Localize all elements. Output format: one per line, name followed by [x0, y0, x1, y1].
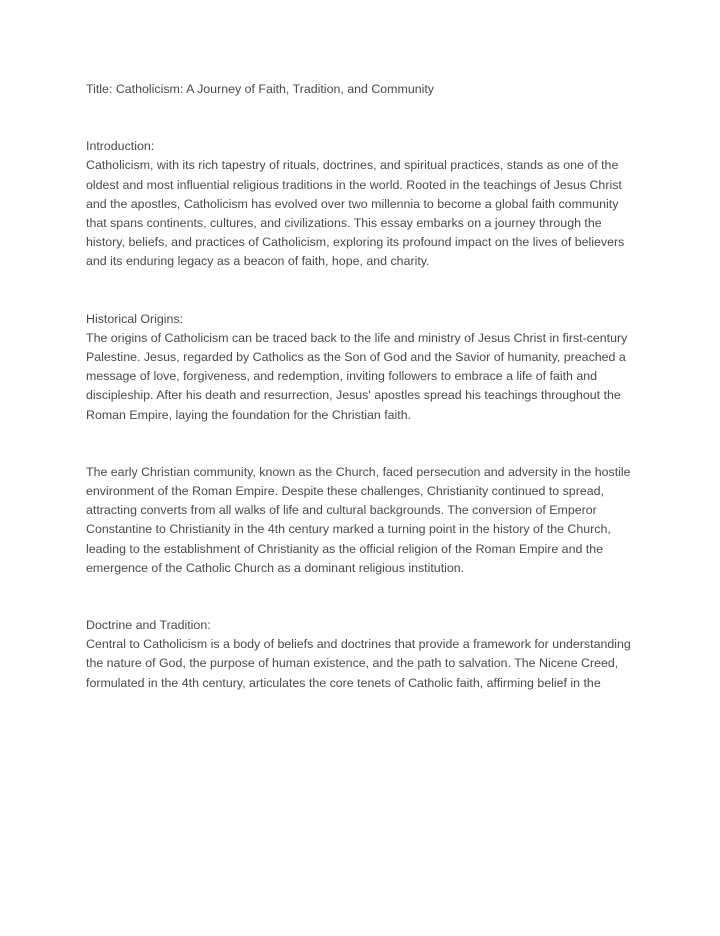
paragraph-introduction: Catholicism, with its rich tapestry of rituals, doctrines, and spiritual practices, stands as one of the oldest and most influential religious traditions in the world. Rooted in the teachings of Jesus Christ and the apostles, Catholicism has evolved over two millennia to become a global faith community that spans continents, cultures, and civilizations. This essay embarks on a journey through the history, beliefs, and practices of Catholicism, exploring its profound impact on the lives of believers and its enduring legacy as a beacon of faith, hope, and charity.: [86, 158, 625, 269]
section-heading-doctrine-tradition: Doctrine and Tradition:: [86, 618, 211, 633]
paragraph-spacer: [86, 425, 636, 463]
section-heading-introduction: Introduction:: [86, 139, 155, 154]
section-spacer: [86, 272, 636, 310]
paragraph-historical-origins-1: The origins of Catholicism can be traced back to the life and ministry of Jesus Christ in first-century Palestine. Jesus, regarded by Catholics as the Son of God and the Savior of humanity, preached a message of love, forgiveness, and redemption, inviting followers to embrace a life of faith and discipleship. After his death and resurrection, Jesus' apostles spread his teachings throughout the Roman Empire, laying the foundation for the Christian faith.: [86, 330, 628, 422]
paragraph-doctrine-tradition: Central to Catholicism is a body of beliefs and doctrines that provide a framework for understanding the nature of God, the purpose of human existence, and the path to salvation. The Nicene Creed, formulated in the 4th century, articulates the core tenets of Catholic faith, affirming belief in the: [86, 637, 631, 690]
paragraph-historical-origins-2: The early Christian community, known as the Church, faced persecution and adversity in the hostile environment of the Roman Empire. Despite these challenges, Christianity continued to spread, attracting converts from all walks of life and cultural backgrounds. The conversion of Emperor Constantine to Christianity in the 4th century marked a turning point in the history of the Church, leading to the establishment of Christianity as the official religion of the Roman Empire and the emergence of the Catholic Church as a dominant religious institution.: [86, 464, 631, 575]
document-body: [86, 80, 636, 693]
document-title: Title: Catholicism: A Journey of Faith, Tradition, and Community: [86, 82, 435, 96]
section-spacer: [86, 578, 636, 616]
section-heading-historical-origins: Historical Origins:: [86, 311, 184, 326]
